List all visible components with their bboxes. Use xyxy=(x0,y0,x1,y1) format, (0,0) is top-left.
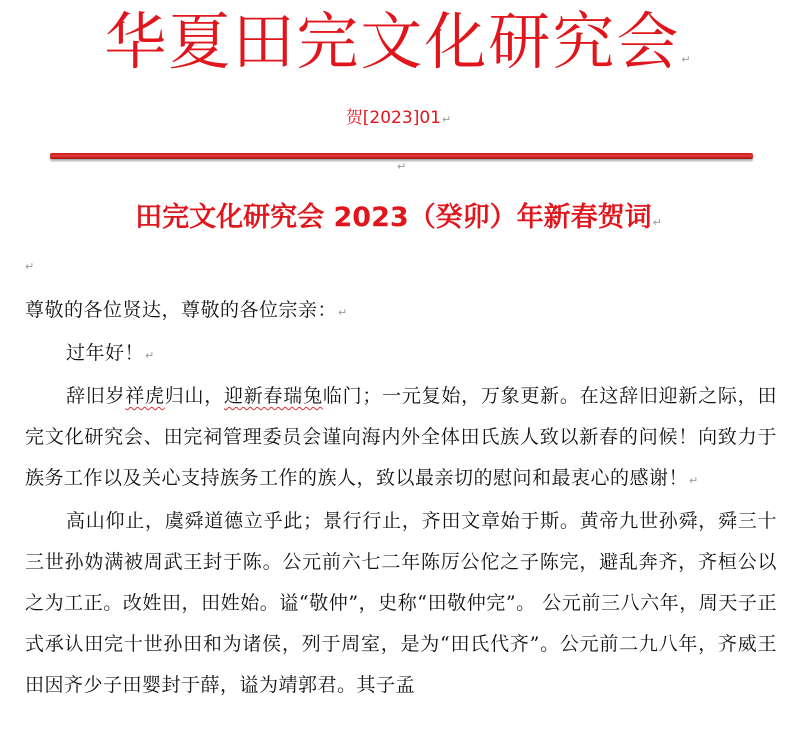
paragraph-mark-icon: ↵ xyxy=(681,53,693,66)
history-text: 高山仰止，虞舜道德立乎此；景行行止，齐田文章始于斯。黄帝九世孙舜，舜三十三世孙妫满被周武王封于陈。公元前六七二年陈厉公佗之子陈完，避乱奔齐，齐桓公以之为工正。改姓田，田姓始。谥“敬仲”，史称“田敬仲完”。 公元前三八六年，周天子正式承认田完十世孙田和为诸侯，列于周室，是为“田氏代齐”。公元前二九八年，齐威王田因齐少子田婴封于薛，谥为靖郭君。其子孟 xyxy=(25,510,777,696)
document-number xyxy=(0,106,797,132)
greeting-paragraph xyxy=(25,333,777,376)
letter-body xyxy=(25,290,777,706)
organization-title xyxy=(0,2,797,100)
paragraph-mark-icon: ↵ xyxy=(441,113,452,126)
text-run: 辞旧岁 xyxy=(66,385,126,407)
spellcheck-flagged-text: 祥虎 xyxy=(125,385,165,407)
paragraph-history xyxy=(25,501,777,706)
page-title-text: 田完文化研究会 2023（癸卯）年新春贺词 xyxy=(135,202,652,233)
paragraph-mark-icon: ↵ xyxy=(689,474,699,487)
paragraph-mark-icon: ↵ xyxy=(652,216,662,229)
spellcheck-flagged-text: 迎新春瑞兔 xyxy=(224,385,323,407)
paragraph-new-year xyxy=(25,376,777,501)
paragraph-mark-icon: ↵ xyxy=(145,349,155,362)
paragraph-mark-icon: ↵ xyxy=(397,160,407,173)
paragraph-mark-icon: ↵ xyxy=(338,306,348,319)
salutation-paragraph xyxy=(25,290,777,333)
organization-name: 华夏田完文化研究会 xyxy=(104,5,681,78)
text-run: 归山， xyxy=(164,385,225,407)
red-divider-line xyxy=(50,153,753,159)
greeting-text: 过年好！ xyxy=(66,342,145,364)
page-title xyxy=(0,198,797,243)
document-number-text: 贺[2023]01 xyxy=(345,108,441,128)
salutation-text: 尊敬的各位贤达，尊敬的各位宗亲： xyxy=(25,299,338,321)
text-run: 临门；一元复始，万象更新。在这辞旧迎新之际，田完文化研究会、田完祠管理委员会谨向海内外全体田氏族人致以新春的问候！向致力于族务工作以及关心支持族务工作的族人，致以最亲切的慰问和最衷心的感谢！ xyxy=(25,385,777,489)
empty-paragraph-mark-icon: ↵ xyxy=(25,260,35,273)
